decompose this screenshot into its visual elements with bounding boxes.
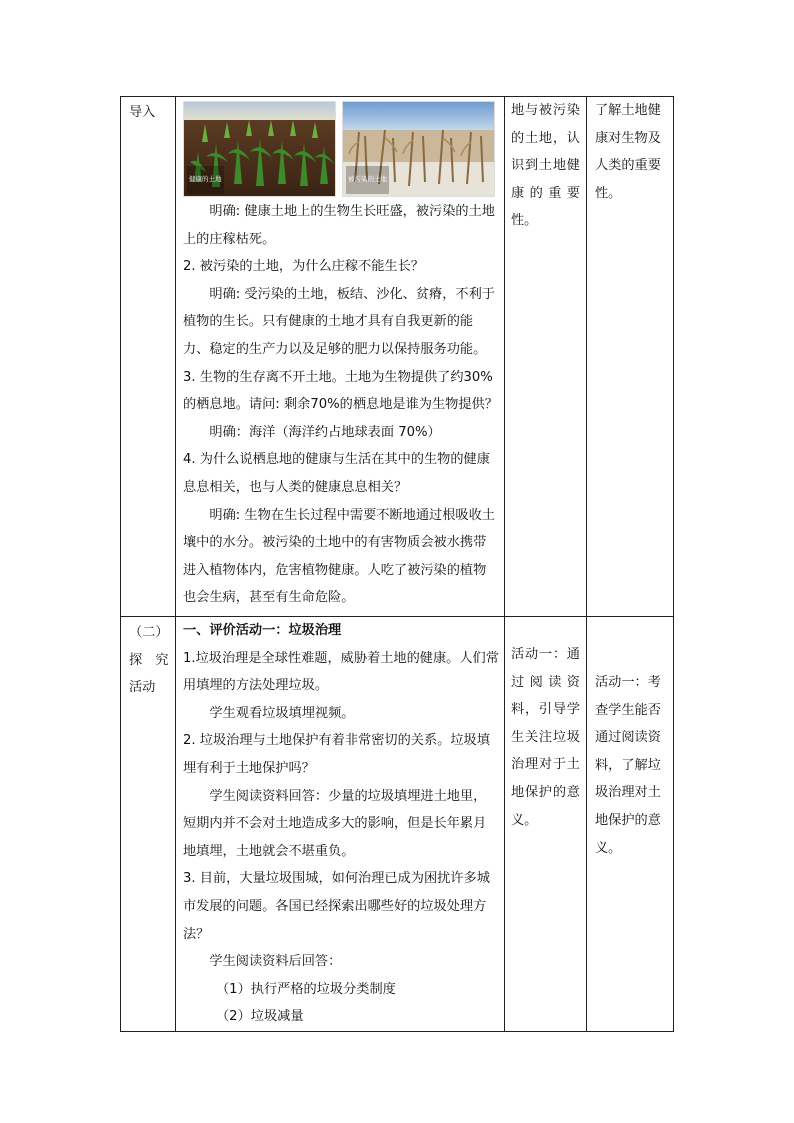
paragraph: 2. 垃圾治理与土地保护有着非常密切的关系。垃圾填埋有利于土地保护吗？: [183, 733, 490, 776]
stage-cell: [121, 617, 176, 1032]
stage-number: （二）: [129, 625, 169, 640]
student-activity-text: 地与被污染的土地，认识到土地健康的重要性。: [511, 103, 580, 229]
lesson-plan-table: [120, 96, 674, 1032]
student-activity-text: 活动一：通过阅读资料，引导学生关注垃圾治理对于土地保护的意义。: [511, 647, 580, 828]
paragraph: 明确: 受污染的土地，板结、沙化、贫瘠，不利于植物的生长。只有健康的土地才具有自我更新的能力、稳定的生产力以及足够的肥力以保持服务功能。: [183, 286, 495, 357]
design-intent-cell: [587, 617, 674, 1032]
list-item: （2）垃圾减量: [216, 1009, 304, 1025]
paragraph: 4. 为什么说栖息地的健康与生活在其中的生物的健康息息相关，也与人类的健康息息相关？: [183, 452, 490, 495]
paragraph: 明确：海洋（海洋约占地球表面 70%）: [209, 424, 441, 440]
stage-cell: [121, 97, 176, 617]
stage-label: 活动: [129, 680, 156, 696]
paragraph: 3. 目前，大量垃圾围城，如何治理已成为困扰许多城市发展的问题。各国已经探索出哪些好的垃圾处理方法？: [183, 871, 490, 942]
paragraph: 明确: 健康土地上的生物生长旺盛，被污染的土地上的庄稼枯死。: [183, 204, 495, 247]
list-item: （1）执行严格的垃圾分类制度: [216, 981, 396, 997]
paragraph: 学生观看垃圾填埋视频。: [209, 705, 355, 721]
design-intent-cell: [587, 97, 674, 617]
stage-label: 探 究: [129, 652, 169, 668]
paragraph: 3. 生物的生存离不开土地。土地为生物提供了约30%的栖息地。请问: 剩余70%的栖息地是谁为生物提供？: [183, 369, 498, 413]
photo-caption: 被污染的土地: [346, 166, 389, 194]
activity-heading: 一、评价活动一：垃圾治理: [183, 623, 342, 638]
photo-row: [183, 101, 499, 197]
photo-caption: 健康的土地: [187, 166, 224, 194]
design-intent-text: 活动一：考查学生能否通过阅读资料，了解垃圾治理对土地保护的意义。: [595, 675, 661, 856]
content-cell: [176, 617, 505, 1032]
polluted-land-photo: [342, 101, 495, 197]
stage-label: 导入: [129, 105, 156, 120]
healthy-land-photo: [183, 101, 336, 197]
paragraph: 学生阅读资料回答：少量的垃圾填埋进土地里，短期内并不会对土地造成多大的影响，但是长年累月地填埋，土地就会不堪重负。: [183, 788, 487, 859]
paragraph: 1.垃圾治理是全球性难题，威胁着土地的健康。人们常用填埋的方法处理垃圾。: [183, 650, 499, 694]
student-activity-cell: [505, 97, 587, 617]
paragraph: 明确: 生物在生长过程中需要不断地通过根吸收土壤中的水分。被污染的土地中的有害物质会被水携带进入植物体内，危害植物健康。人吃了被污染的植物也会生病，甚至有生命危险。: [183, 507, 495, 606]
paragraph: 2. 被污染的土地，为什么庄稼不能生长？: [183, 259, 424, 275]
paragraph: 学生阅读资料后回答：: [209, 954, 342, 970]
design-intent-text: 了解土地健康对生物及人类的重要性。: [595, 103, 661, 201]
content-cell: [176, 97, 505, 617]
table-row: [121, 617, 674, 1032]
student-activity-cell: [505, 617, 587, 1032]
table-row: [121, 97, 674, 617]
